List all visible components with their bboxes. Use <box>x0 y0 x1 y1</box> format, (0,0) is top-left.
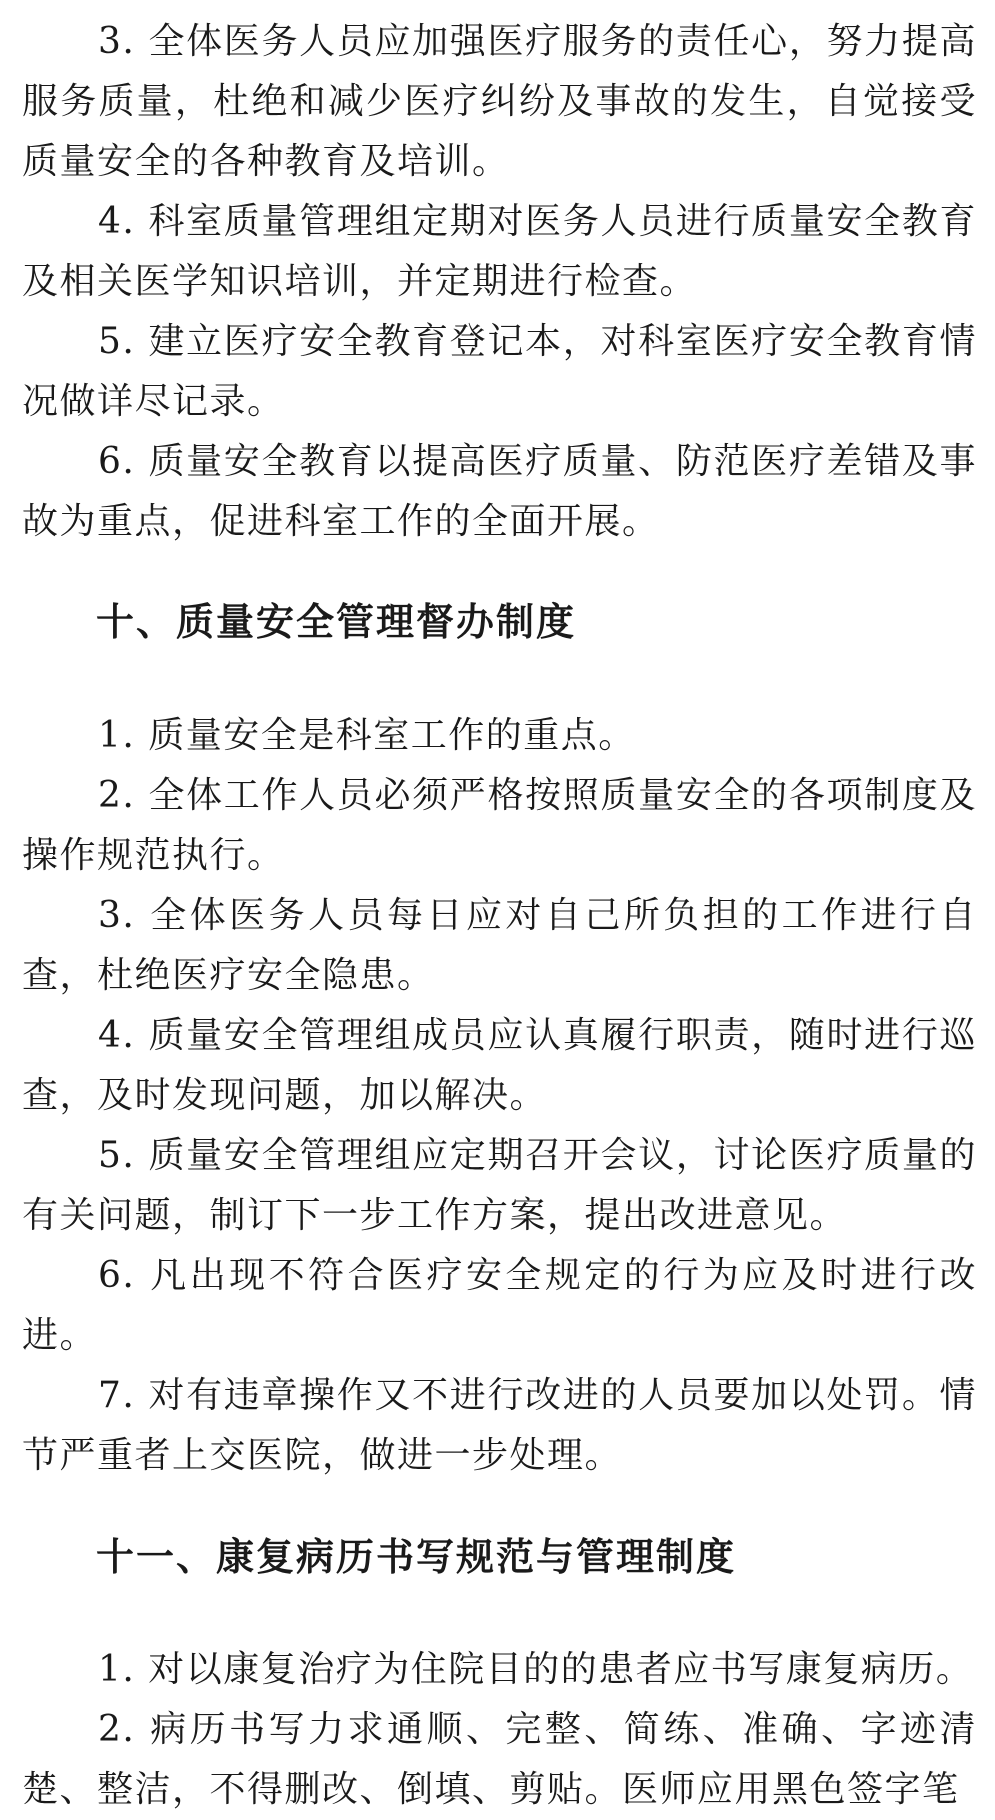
paragraph-s10-item-7: 7. 对有违章操作又不进行改进的人员要加以处罚。情节严重者上交医院，做进一步处理。 <box>22 1375 977 1476</box>
paragraph-prev-item-4: 4. 科室质量管理组定期对医务人员进行质量安全教育及相关医学知识培训，并定期进行检查。 <box>22 201 977 302</box>
paragraph-prev-item-6: 6. 质量安全教育以提高医疗质量、防范医疗差错及事故为重点，促进科室工作的全面开展。 <box>22 441 977 542</box>
paragraph-s10-item-3: 3. 全体医务人员每日应对自己所负担的工作进行自查，杜绝医疗安全隐患。 <box>22 895 977 996</box>
paragraph-s10-item-6: 6. 凡出现不符合医疗安全规定的行为应及时进行改进。 <box>22 1255 977 1356</box>
paragraph-s10-item-2: 2. 全体工作人员必须严格按照质量安全的各项制度及操作规范执行。 <box>22 775 977 876</box>
paragraph-s11-item-2: 2. 病历书写力求通顺、完整、简练、准确、字迹清楚、整洁，不得删改、倒填、剪贴。医师应用黑色签字笔 <box>22 1709 977 1810</box>
paragraph-s11-item-1: 1. 对以康复治疗为住院目的的患者应书写康复病历。 <box>98 1649 974 1690</box>
paragraph-prev-item-5: 5. 建立医疗安全教育登记本，对科室医疗安全教育情况做详尽记录。 <box>22 321 977 422</box>
section-11-heading: 十一、康复病历书写规范与管理制度 <box>96 1535 737 1579</box>
paragraph-prev-item-3: 3. 全体医务人员应加强医疗服务的责任心，努力提高服务质量，杜绝和减少医疗纠纷及事故的发生，自觉接受质量安全的各种教育及培训。 <box>22 21 977 182</box>
paragraph-s10-item-5: 5. 质量安全管理组应定期召开会议，讨论医疗质量的有关问题，制订下一步工作方案，提出改进意见。 <box>22 1135 977 1236</box>
paragraph-s10-item-1: 1. 质量安全是科室工作的重点。 <box>98 715 636 756</box>
section-10-heading: 十、质量安全管理督办制度 <box>96 600 577 644</box>
paragraph-s10-item-4: 4. 质量安全管理组成员应认真履行职责，随时进行巡查，及时发现问题，加以解决。 <box>22 1015 977 1116</box>
